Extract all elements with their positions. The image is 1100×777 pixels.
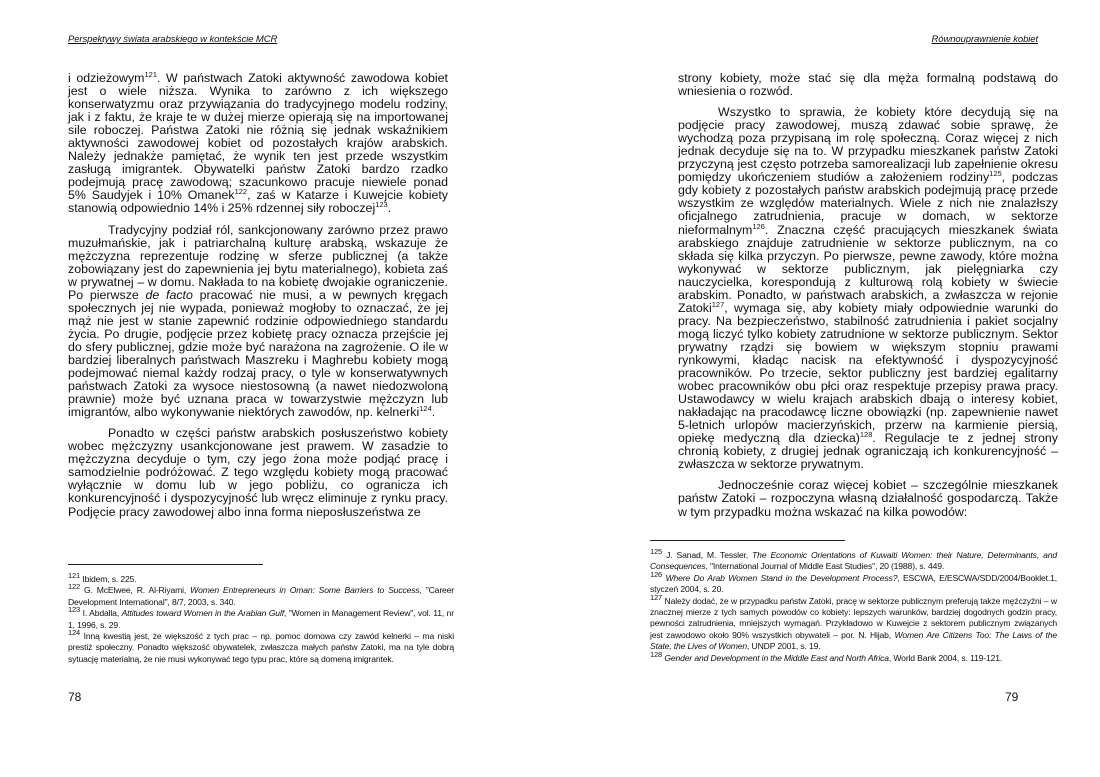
footnote-number: 123 — [68, 605, 81, 615]
footnote-ref[interactable]: 125 — [989, 169, 1002, 179]
paragraph — [68, 427, 448, 518]
text: Wszystko to sprawia, że kobiety które decydują się na podjęcie pracy zawodowej, muszą zdawać sobie sprawę, że wychodzą poza przypisaną im rolę społeczną. Coraz więcej z nich jednak decyduje się na to. W przypadku mieszkanek państw Zatoki przyczyną jest często potrzeba samorealizacji lub zapełnienie okresu pomiędzy ukończeniem studiów a założeniem rodziny — [678, 105, 1058, 185]
right-page — [550, 0, 1100, 777]
paragraph — [678, 72, 1058, 98]
text: Ponadto w części państw arabskich posłuszeństwo kobiety wobec mężczyzny usankcjonowane jest prawem. W zasadzie to mężczyzna decyduje o tym, czy jego żona może podjąć pracę i samodzielnie podróżować. Z tego względu kobiety mogą pracować wyłącznie w domu lub w jego pobliżu, co ogranicza ich konkurencyjność i dyspozycyjność lub wręcz eliminuje z rynku pracy. Podjęcie pracy zawodowej albo inna forma nieposłuszeństwa ze — [68, 426, 448, 519]
text: strony kobiety, może stać się dla męża formalną podstawą do wniesienia o rozwód. — [678, 71, 1058, 99]
italic-text: de facto — [145, 287, 193, 302]
text: . — [387, 201, 392, 216]
text: . Regulacje te z jednej strony chronią kobiety, z drugiej jednak ograniczają ich konkurencyjność – zwłaszcza w sektorze prywatnym. — [678, 431, 1058, 472]
italic-text: Women Are Citizens Too: The Laws of the State, the Lives of Women — [650, 629, 1058, 652]
footnote — [650, 547, 1057, 573]
text: Inną kwestią jest, że większość z tych prac – np. pomoc domowa czy zawód kelnerki – ma niski prestiż społeczny. Ponadto większość obywatelek, zwłaszcza małych państw Zatoki, ma na tyle dobrą sytuację materialną, że nie musi wykonywać tego typu prac, które są domeną imigrantek. — [68, 631, 454, 664]
left-body-text — [68, 69, 448, 519]
footnote-separator — [650, 540, 845, 541]
footnote — [650, 649, 1057, 664]
footnote-number: 121 — [68, 571, 81, 581]
italic-text: Attitudes toward Women in the Arabian Gulf — [121, 608, 284, 619]
page-number-right: 79 — [1005, 690, 1019, 704]
right-footnotes — [650, 547, 1058, 664]
footnote — [650, 592, 1058, 653]
paragraph — [68, 224, 448, 420]
italic-text: Where Do Arab Women Stand in the Development Process? — [665, 572, 898, 583]
text: , ESCWA, E/ESCWA/SDD/2004/Booklet.1, styczeń 2004, s. 20. — [650, 572, 1057, 595]
text: Tradycyjny podział ról, sankcjonowany zarówno przez prawo muzułmańskie, jak i patriarchalną kulturę arabską, wskazuje że mężczyzna reprezentuje rodzinę w sferze publicznej (a także zobowiązany jest do zapewnienia jej bytu materialnego), kobieta zaś w prywatnej – w domu. Nakłada to na kobietę dwojakie ograniczenie. Po pierwsze — [68, 222, 448, 302]
text: i odzieżowym — [68, 71, 145, 85]
footnote — [650, 569, 1057, 596]
text: , wymaga się, aby kobiety miały odpowiednie warunki do pracy. Na bezpieczeństwo, stabilność zatrudnienia i pakiet socjalny mogą liczyć tylko kobiety zatrudnione w sektorze publicznym. Sektor prywatny rządzi się bowiem w większym stopniu prawami rynkowymi, kładąc nacisk na efektywność i dyspozycyjność pracowników. Po trzecie, sektor publiczny jest bardziej egalitarny wobec pracowników obu płci oraz respektuje przepisy prawa pracy. Ustawodawcy w wielu krajach arabskich dbają o interesy kobiet, nakładając na pracodawcę liczne obowiązki (np. zapewnienie nawet 5-letnich urlopów macierzyńskich, przerw na karmienie piersią, opiekę medyczną dla dziecka) — [678, 300, 1058, 446]
paragraph — [678, 479, 1058, 518]
left-footnotes — [68, 571, 454, 665]
footnote-ref[interactable]: 121 — [144, 69, 158, 79]
italic-text: Women Entrepreneurs in Oman: Some Barriers to Success — [190, 585, 420, 596]
footnote-number: 122 — [68, 582, 81, 592]
footnote — [68, 582, 454, 608]
text: . W państwach Zatoki aktywność zawodowa kobiet jest o wiele niższa. Wynika to zarówno z ich większego konserwatyzmu oraz przywiązania do tradycyjnego modelu rodziny, jak i z faktu, że kraje te w dużej mierze opierają się na importowanej sile roboczej. Państwa Zatoki nie różnią się jednak wskaźnikiem aktywności zawodowej kobiet od pozostałych krajów arabskich. Należy jednakże pamiętać, że wynik ten jest przede wszystkim zasługą imigrantek. Obywatelki państw Zatoki bardzo rzadko podejmują pracę zawodową; szacunkowo pracuje niewiele ponad 5% Saudyjek i 10% Omanek — [68, 71, 448, 203]
paragraph — [678, 106, 1058, 471]
footnote-number: 125 — [650, 547, 663, 557]
text: , podczas gdy kobiety z pozostałych państw arabskich podejmują pracę przede wszystkim ze względów materialnych. Wiele z nich nie znalazłszy oficjalnego zatrudnienia, pracuje w domach, w sektorze nieformalnym — [678, 170, 1058, 237]
text: , "Career Development International", 8/7, 2003, s. 340. — [68, 585, 454, 607]
text: , UNDP 2001, s. 19. — [747, 641, 821, 652]
italic-text: Gender and Development in the Middle East and North Africa — [664, 652, 889, 663]
footnote — [68, 605, 454, 631]
running-header-right: Równouprawnienie kobiet — [931, 34, 1038, 45]
footnote-number: 126 — [650, 569, 663, 579]
text: , "International Journal of Middle East Studies", 20 (1988), s. 449. — [705, 561, 945, 572]
footnote — [68, 628, 454, 665]
footnote-ref[interactable]: 127 — [711, 299, 725, 309]
text: G. McElwee, R. Al-Riyami, — [84, 585, 191, 596]
text: Jednocześnie coraz więcej kobiet – szczególnie mieszkanek państw Zatoki – rozpoczyna własną działalność gospodarczą. Także w tym przypadku można wskazać na kilka powodów: — [678, 478, 1058, 519]
footnote-number: 128 — [650, 649, 663, 659]
page-number-left: 78 — [68, 690, 82, 704]
text: . Znaczna część pracujących mieszkanek świata arabskiego znajduje zatrudnienie w sektorze publicznym, na co składa się kilka przyczyn. Po pierwsze, pewne zawody, które można wykonywać w sektorze publicznym, jak pielęgniarka czy nauczycielka, korespondują z kulturową rolą kobiety w świecie arabskim. Ponadto, w państwach arabskich, a zwłaszcza w rejonie Zatoki — [678, 222, 1058, 315]
footnote-ref[interactable]: 124 — [419, 404, 432, 414]
text: , zaś w Katarze i Kuwejcie kobiety stanowią odpowiednio 14% i 25% rdzennej siły roboczej — [68, 188, 448, 216]
footnote — [68, 571, 454, 585]
text: , "Women in Management Review", vol. 11, nr 1, 1996, s. 29. — [68, 608, 454, 630]
text: J. Sanad, M. Tessler, — [666, 550, 753, 560]
footnote-ref[interactable]: 123 — [375, 200, 388, 210]
running-header-left: Perspektywy świata arabskiego w kontekście MCR — [68, 34, 278, 45]
footnote-ref[interactable]: 122 — [234, 187, 248, 197]
italic-text: The Economic Orientations of Kuwaiti Women: their Nature, Determinants, and Consequences — [650, 550, 1057, 572]
footnote-ref[interactable]: 126 — [752, 221, 765, 231]
footnote-ref[interactable]: 128 — [859, 430, 873, 440]
right-body-text — [678, 72, 1058, 519]
text: . — [431, 405, 436, 420]
paragraph — [68, 69, 448, 216]
text: Ibidem, s. 225. — [82, 574, 137, 584]
text: pracować nie musi, a w pewnych kręgach społecznych jej nie wypada, ponieważ mogłoby to oznaczać, że jej mąż nie jest w stanie zapewnić rodzinie odpowiedniego standardu życia. Po drugie, podjęcie przez kobietę pracy oznacza przejście jej do sfery publicznej, gdzie może być narażona na zagrożenie. O ile w bardziej liberalnych państwach Maszreku i Maghrebu kobiety mogą podejmować niemal każdy rodzaj pracy, o tyle w konserwatywnych państwach Zatoki za wysoce niestosowną (a nawet niedozwoloną prawnie) może być uznana praca w towarzystwie mężczyzn lub imigrantów, albo wykonywanie niektórych zawodów, np. kelnerki — [68, 287, 448, 420]
footnote-number: 124 — [68, 628, 81, 638]
text: , World Bank 2004, s. 119-121. — [888, 652, 1003, 663]
footnote-number: 127 — [650, 592, 663, 602]
footnote-separator — [68, 564, 263, 565]
text: Należy dodać, że w przypadku państw Zatoki, pracę w sektorze publicznym preferują także mężczyźni – w znacznej mierze z tych samych powodów co kobiety: lepszych warunków, bardziej dogodnych godzin pracy, pewności zatrudnienia, mniejszych wymagań. Przykładowo w Kuwejcie z sektorem publicznym związanych jest zawodowo około 90% wszystkich obywateli – por. N. Hijab, — [650, 595, 1057, 640]
text: I. Abdalla, — [82, 608, 122, 619]
